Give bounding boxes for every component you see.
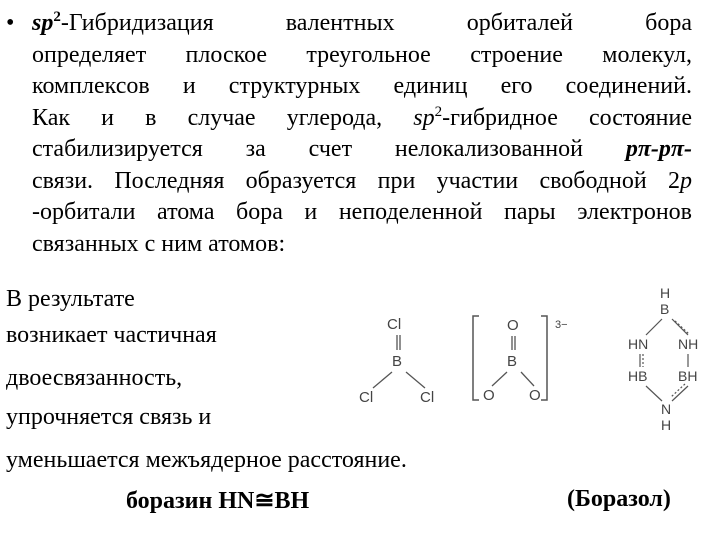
paragraph-line-2: определяет плоское треугольное строение молекул,	[32, 41, 692, 68]
bullet: •	[6, 10, 15, 36]
bcl3-left-cl: Cl	[359, 389, 374, 406]
left-text-line-1: В результате	[6, 286, 135, 312]
borate-center-b: B	[507, 353, 518, 370]
bcl3-right-cl: Cl	[420, 389, 435, 406]
borazine-top-b: B	[660, 301, 670, 317]
left-text-line-2: возникает частичная	[6, 322, 217, 348]
borate-top-o: O	[507, 317, 519, 334]
paragraph-line-8: связанных с ним атомов:	[32, 230, 286, 257]
borazine-bottom-h: H	[661, 417, 672, 433]
borazine-structure	[622, 283, 712, 433]
borate-right-o: O	[529, 387, 541, 404]
paragraph-line-6: связи. Последняя образуется при участии свободной 2p	[32, 167, 692, 194]
bcl3-center-b: B	[392, 353, 403, 370]
borate-structure	[465, 308, 605, 410]
borazine-left-n: HN	[628, 336, 649, 352]
borazine-formula: боразин HN≅BH	[126, 488, 310, 514]
borazine-top-h: H	[660, 285, 671, 301]
borazine-bottom-n: N	[661, 401, 672, 417]
bcl3-structure	[345, 310, 455, 410]
paragraph-line-5: стабилизируется за счет нелокализованной pπ-pπ-	[32, 136, 692, 162]
left-text-line-4: упрочняется связь и	[6, 404, 212, 430]
borazine-right-n: NH	[678, 336, 699, 352]
bcl3-top-cl: Cl	[387, 316, 402, 333]
borazine-right-b: BH	[678, 368, 698, 384]
borate-charge: 3−	[555, 319, 568, 331]
left-text-line-5: уменьшается межъядерное расстояние.	[6, 447, 407, 473]
main-paragraph	[32, 8, 692, 260]
paragraph-line-3: комплексов и структурных единиц его соединений.	[32, 73, 692, 99]
left-text-line-3: двоесвязанность,	[6, 365, 183, 391]
paragraph-line-1: $sp^2$-Гибридизация валентных орбиталей бора	[32, 9, 692, 36]
paragraph-line-4: Как и в случае углерода, $sp^2$-гибридное состояние	[32, 103, 693, 131]
borazole-label: (Боразол)	[567, 486, 671, 512]
borazine-left-b: HB	[628, 368, 648, 384]
paragraph-line-7: -орбитали атома бора и неподеленной пары электронов	[32, 199, 692, 225]
borate-left-o: O	[483, 387, 495, 404]
